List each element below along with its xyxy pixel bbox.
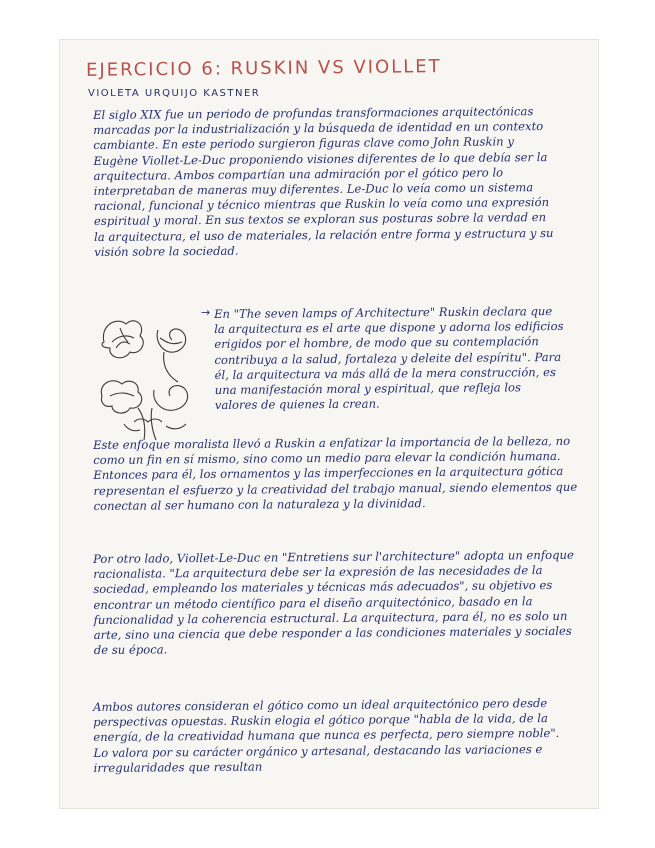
paragraph-viollet: Por otro lado, Viollet-Le-Duc en "Entretiens sur l'architecture" adopta un enfoque racionalista. "La arquitectura debe ser la expresión de las necesidades de la sociedad, empleando los materiales y técnicas más adecuados", su objetivo es encontrar un método científico para el diseño arquitectónico, basado en la funcionalidad y la coherencia estructural. La arquitectura, para él, no es solo un arte, sino una ciencia que debe responder a las condiciones materiales y sociales de su época. <box>93 547 574 658</box>
paragraph-ruskin-focus: Este enfoque moralista llevó a Ruskin a enfatizar la importancia de la belleza, no como un fin en sí mismo, sino como un medio para elevar la condición humana. Entonces para él, los ornamentos y las imperfecciones en la arquitectura gótica representan el esfuerzo y la creatividad del trabajo manual, siendo elementos que conectan al ser humano con la naturaleza y la divinidad. <box>93 433 578 513</box>
author-name: VIOLETA URQUIJO KASTNER <box>88 88 261 99</box>
page-title: EJERCICIO 6: RUSKIN VS VIOLLET <box>85 56 442 81</box>
paragraph-ruskin-quote: En "The seven lamps of Architecture" Ruskin declara que la arquitectura es el arte que dispone y adorna los edificios erigidos por el hombre, de modo que su contemplación contribuya a la salud, fortaleza y deleite del espíritu". Para él, la arquitectura va más allá de la mera construcción, es una manifestación moral y espiritual, que refleja los valores de quienes la crean. <box>214 304 564 413</box>
paragraph-intro: El siglo XIX fue un periodo de profundas transformaciones arquitectónicas marcadas por la industrialización y la búsqueda de identidad en un contexto cambiante. En este periodo surgieron figuras clave como John Ruskin y Eugène Viollet-Le-Duc proponiendo visiones diferentes de lo que debía ser la arquitectura. Ambos compartían una admiración por el gótico pero lo interpretaban de maneras muy diferentes. Le-Duc lo veía como un sistema racional, funcional y técnico mientras que Ruskin lo veía como una expresión espiritual y moral. En sus textos se exploran sus posturas sobre la verdad en la arquitectura, el uso de materiales, la relación entre forma y estructura y su visión sobre la sociedad. <box>93 104 554 259</box>
gothic-ornament-sketch-icon <box>94 312 204 444</box>
bullet-arrow: → <box>201 306 211 319</box>
paragraph-comparison: Ambos autores consideran el gótico como un ideal arquitectónico pero desde perspectivas opuestas. Ruskin elogia el gótico porque "habla de la vida, de la energía, de la creatividad humana que nunca es perfecta, pero siempre noble". Lo valora por su carácter orgánico y artesanal, destacando las variaciones e irregularidades que resultan <box>93 696 560 775</box>
